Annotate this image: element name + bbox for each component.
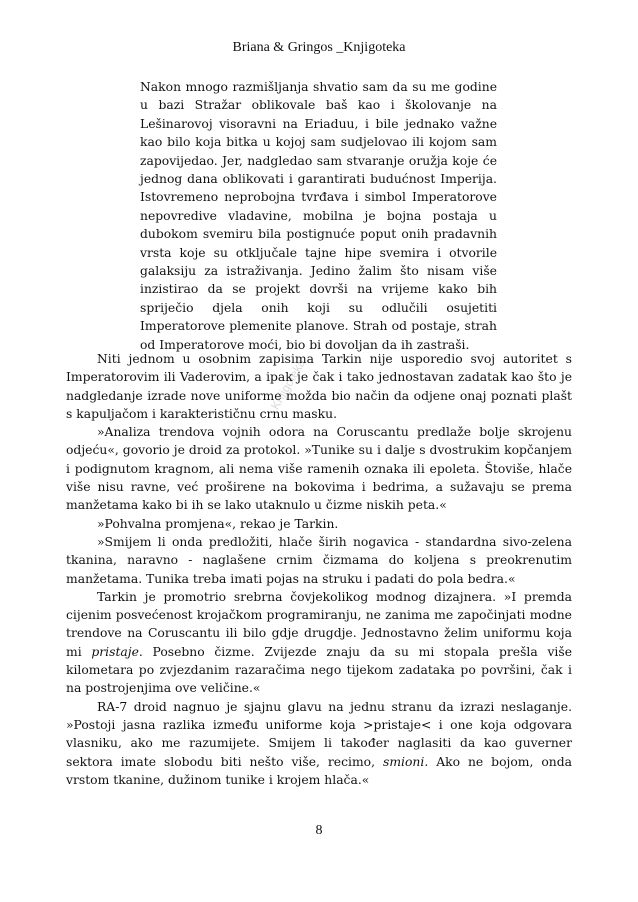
paragraph-text: . Ako ne bojom, onda vrstom tkanine, dužinom tunike i krojem hlača.«: [66, 754, 572, 787]
epigraph-text: Nakon mnogo razmišljanja shvatio sam da su me godine u bazi Stražar oblikovale baš kao i školovanje na Lešinarovoj visoravni na Eriaduu, i bile jednako važne kao bilo koja bitka u kojoj sam sudjelovao ili kojom sam zapovijedao. Jer, nadgledao sam stvaranje oružja koje će jednog dana oblikovati i garantirati budućnost Imperija. Istovremeno neprobojna tvrđava i simbol Imperatorove nepovredive vladavine, mobilna je bojna postaja u dubokom svemiru bila postignuće poput onih pradavnih vrsta koje su otključale tajne hipe svemira i otvorile galaksiju za istraživanja. Jedino žalim što nisam više inzistirao da se projekt dovrši na vrijeme kako bih spriječio djela onih koji su odlučili osujetiti Imperatorove plemenite planove. Strah od postaje, strah od Imperatorove moći, bio bi dovoljan da ih zastraši.: [140, 80, 497, 352]
paragraph: »Pohvalna promjena«, rekao je Tarkin.: [97, 516, 339, 531]
watermark-text: Knjigoteka: [268, 356, 309, 412]
page-number: 8: [315, 823, 323, 838]
paragraph: »Smijem li onda predložiti, hlače širih nogavica - standardna sivo-zelena tkanina, naravno - naglašene crnim čizmama do koljena s preokrenutim manžetama. Tunika treba imati pojas na struku i padati do pola bedra.«: [66, 534, 572, 586]
page-header: Briana & Gringos _Knjigoteka: [232, 40, 406, 55]
epigraph-block: [140, 78, 497, 354]
emphasized-word: smioni: [382, 754, 425, 769]
paragraph: Niti jednom u osobnim zapisima Tarkin nije usporedio svoj autoritet s Imperatorovim ili Vaderovim, a ipak je čak i tako jednostavan zadatak kao što je nadgledanje izrade nove uniforme možda bio način da odjene onaj poznati plašt s kapuljačom i karakterističnu crnu masku.: [66, 352, 572, 421]
emphasized-word: pristaje: [91, 644, 139, 659]
body-text: [66, 350, 572, 789]
paragraph-text: RA-7 droid nagnuo je sjajnu glavu na jednu stranu da izrazi neslaganje. »Postoji jasna razlika između uniforme koja >pristaje< i one koja odgovara vlasniku, ako me razumijete. Smijem li također naglasiti da kao guverner sektora imate slobodu biti nešto više, recimo,: [66, 699, 572, 769]
paragraph: [66, 698, 572, 789]
paragraph-text: Tarkin je promotrio srebrna čovjekolikog modnog dizajnera. »I premda cijenim posvećenost krojačkom programiranju, ne zanima me započinjati modne trendove na Coruscantu ili bilo gdje drugdje. Jednostavno želim uniformu koja mi: [66, 589, 572, 659]
paragraph-text: . Posebno čizme. Zvijezde znaju da su mi stopala prešla više kilometara po zvjezdanim razaračima nego tijekom zadataka po površini, čak i na postrojenjima ove veličine.«: [66, 644, 572, 696]
paragraph: »Analiza trendova vojnih odora na Coruscantu predlaže bolje skrojenu odjeću«, govorio je droid za protokol. »Tunike su i dalje s dvostrukim kopčanjem i podignutom kragnom, ali nema više ramenih oznaka ili epoleta. Štoviše, hlače više nisu ravne, već proširene na bokovima i bedrima, a sužavaju se prema manžetama kako bi ih se lako utaknulo u čizme niskih peta.«: [66, 425, 572, 513]
paragraph: [66, 588, 572, 698]
